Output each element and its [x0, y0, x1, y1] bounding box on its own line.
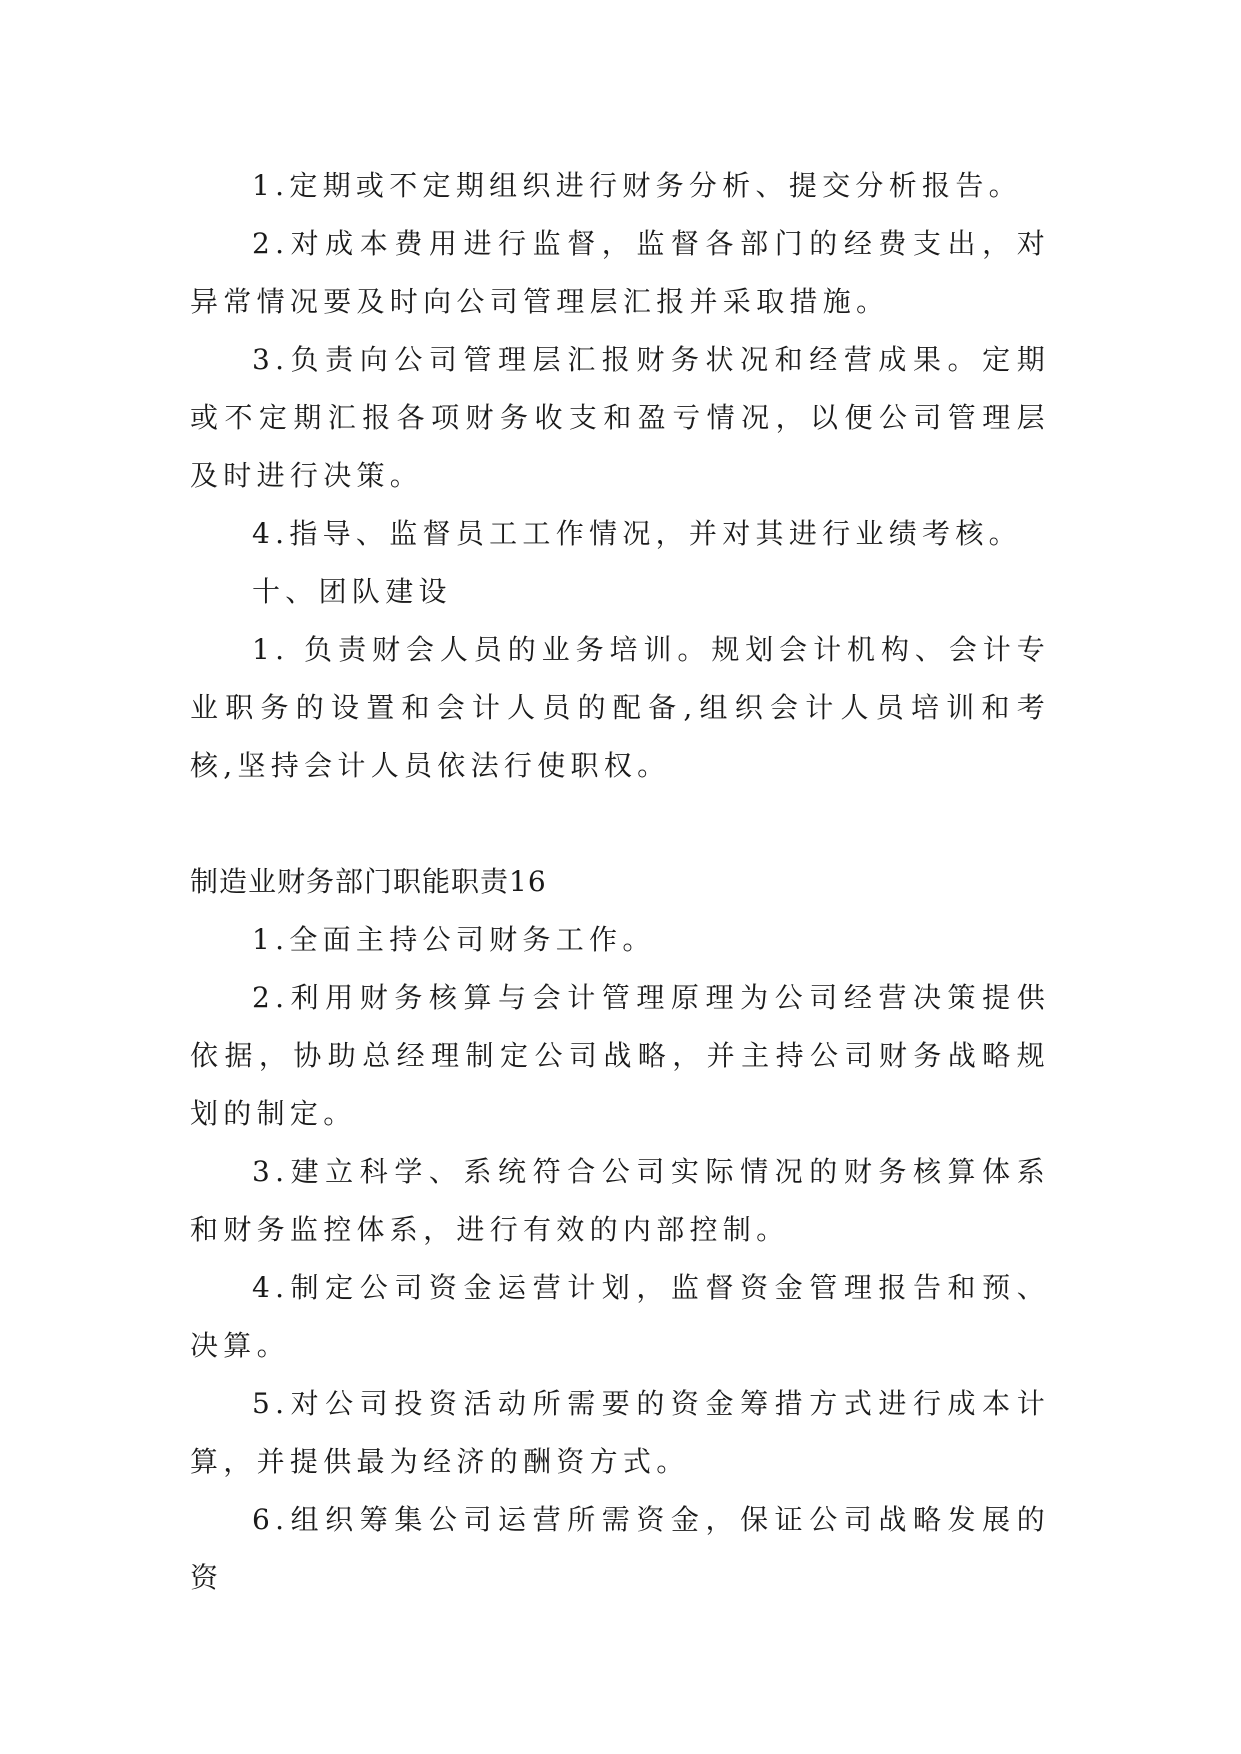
paragraph-s2-4: 4.制定公司资金运营计划，监督资金管理报告和预、决算。 — [190, 1271, 1050, 1362]
paragraph-s1-5: 1. 负责财会人员的业务培训。规划会计机构、会计专业职务的设置和会计人员的配备,组织会计人员培训和考核,坚持会计人员依法行使职权。 — [190, 633, 1050, 782]
paragraph-s2-1: 1.全面主持公司财务工作。 — [252, 923, 656, 956]
paragraph-s2-6: 6.组织筹集公司运营所需资金，保证公司战略发展的资 — [190, 1503, 1050, 1594]
paragraph-s1-4: 4.指导、监督员工工作情况，并对其进行业绩考核。 — [252, 517, 1022, 550]
subheading-team-building: 十、团队建设 — [252, 575, 452, 608]
paragraph-s1-3: 3.负责向公司管理层汇报财务状况和经营成果。定期或不定期汇报各项财务收支和盈亏情况，以便公司管理层及时进行决策。 — [190, 343, 1050, 492]
section-title: 制造业财务部门职能职责16 — [190, 865, 547, 898]
paragraph-s1-2: 2.对成本费用进行监督，监督各部门的经费支出，对异常情况要及时向公司管理层汇报并采取措施。 — [190, 227, 1050, 318]
paragraph-s2-3: 3.建立科学、系统符合公司实际情况的财务核算体系和财务监控体系，进行有效的内部控制。 — [190, 1155, 1050, 1246]
paragraph-s1-1: 1.定期或不定期组织进行财务分析、提交分析报告。 — [252, 169, 1022, 202]
document-body — [190, 157, 1050, 1607]
paragraph-s2-2: 2.利用财务核算与会计管理原理为公司经营决策提供依据，协助总经理制定公司战略，并主持公司财务战略规划的制定。 — [190, 981, 1050, 1130]
paragraph-s2-5: 5.对公司投资活动所需要的资金筹措方式进行成本计算，并提供最为经济的酬资方式。 — [190, 1387, 1050, 1478]
